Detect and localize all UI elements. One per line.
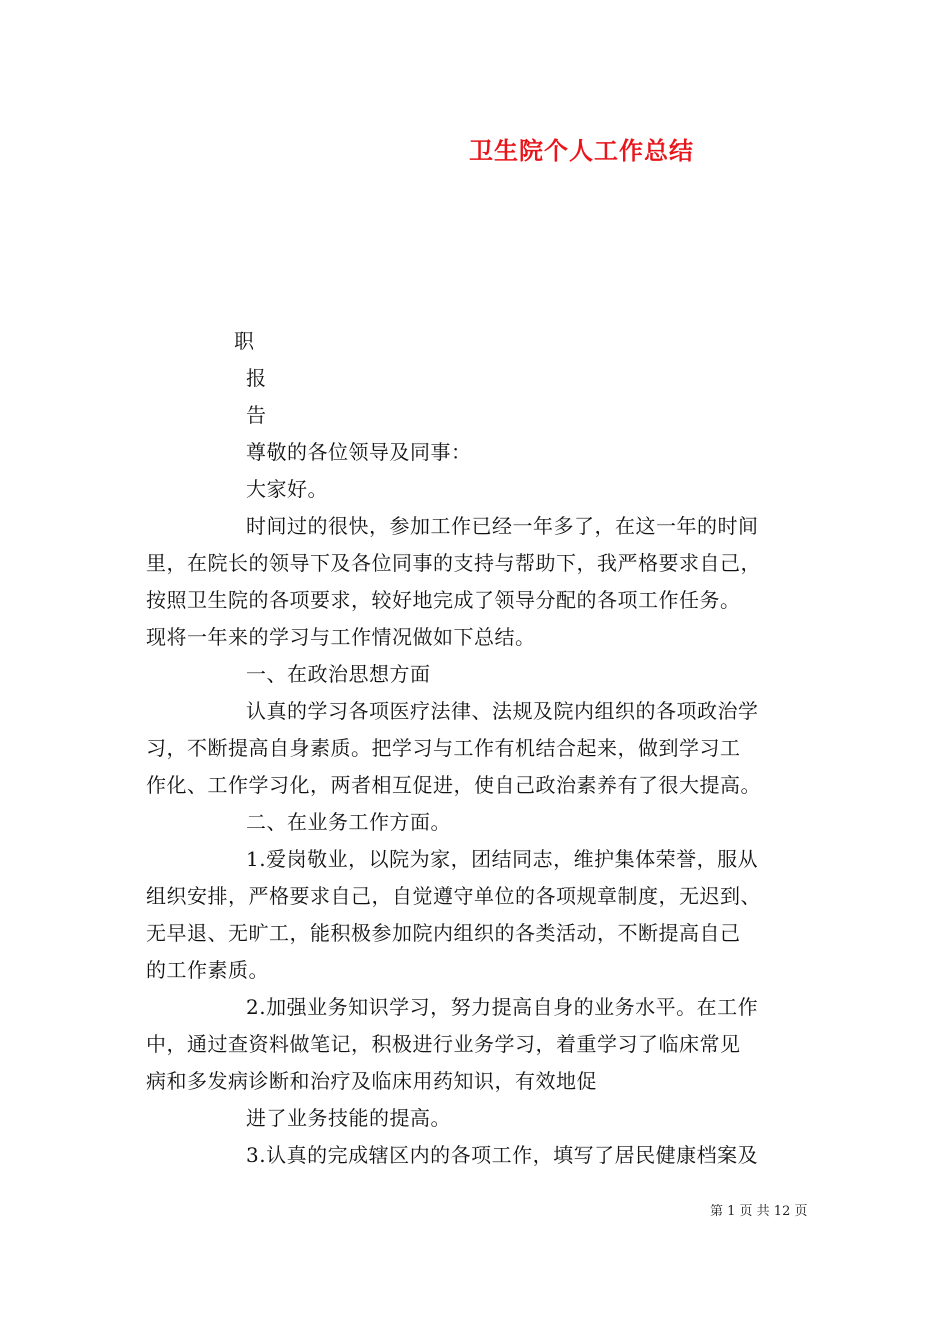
- body-line: 组织安排，严格要求自己，自觉遵守单位的各项规章制度，无迟到、: [146, 884, 761, 908]
- body-line: 2.加强业务知识学习，努力提高自身的业务水平。在工作: [246, 995, 759, 1019]
- body-line: 按照卫生院的各项要求，较好地完成了领导分配的各项工作任务。: [146, 588, 741, 612]
- body-line: 病和多发病诊断和治疗及临床用药知识，有效地促: [146, 1069, 597, 1093]
- document-title: 卫生院个人工作总结: [469, 136, 694, 165]
- body-line: 告: [246, 403, 267, 427]
- body-line: 尊敬的各位领导及同事：: [246, 440, 472, 464]
- body-line: 无早退、无旷工，能积极参加院内组织的各类活动，不断提高自己: [146, 921, 741, 945]
- body-line: 3.认真的完成辖区内的各项工作，填写了居民健康档案及: [246, 1143, 759, 1167]
- section-heading: 二、在业务工作方面。: [246, 810, 451, 834]
- section-heading: 一、在政治思想方面: [246, 662, 431, 686]
- body-line: 现将一年来的学习与工作情况做如下总结。: [146, 625, 536, 649]
- body-line: 报: [246, 366, 267, 390]
- body-line: 时间过的很快，参加工作已经一年多了，在这一年的时间: [246, 514, 759, 538]
- body-line: 作化、工作学习化，两者相互促进，使自己政治素养有了很大提高。: [146, 773, 761, 797]
- body-line: 大家好。: [246, 477, 328, 501]
- body-line: 的工作素质。: [146, 958, 269, 982]
- body-line: 职: [234, 329, 255, 353]
- body-line: 进了业务技能的提高。: [246, 1106, 451, 1130]
- page-footer: 第 1 页 共 12 页: [710, 1204, 808, 1219]
- body-line: 中，通过查资料做笔记，积极进行业务学习，着重学习了临床常见: [146, 1032, 741, 1056]
- body-line: 1.爱岗敬业，以院为家，团结同志，维护集体荣誉，服从: [246, 847, 759, 871]
- body-line: 习，不断提高自身素质。把学习与工作有机结合起来，做到学习工: [146, 736, 741, 760]
- body-line: 认真的学习各项医疗法律、法规及院内组织的各项政治学: [246, 699, 759, 723]
- body-line: 里，在院长的领导下及各位同事的支持与帮助下，我严格要求自己，: [146, 551, 761, 575]
